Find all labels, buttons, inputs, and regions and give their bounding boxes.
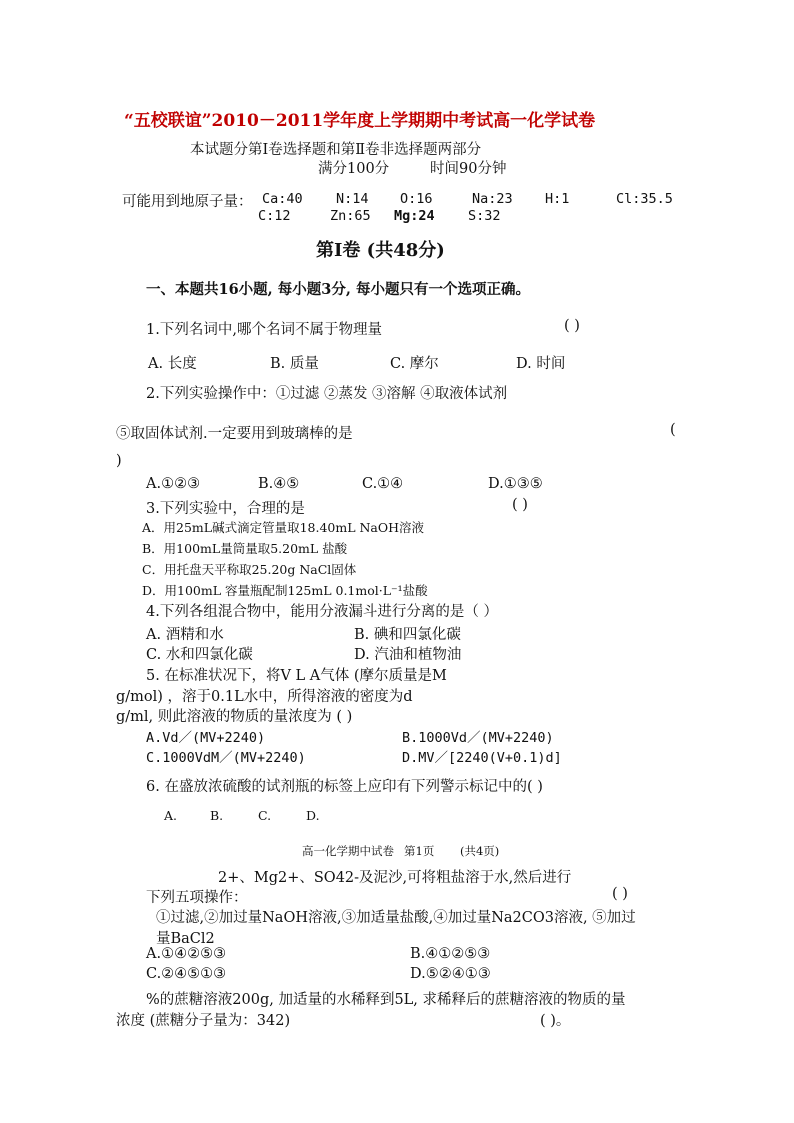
question-8-stem-cont: 浓度 (蔗糖分子量为：342)	[116, 1013, 291, 1029]
atomic-mass-item: H:1	[545, 191, 570, 207]
atomic-mass-item: S:32	[468, 208, 501, 224]
question-5-stem-cont: g/ml, 则此溶液的物质的量浓度为 ( )	[116, 709, 353, 725]
question-1-option: A. 长度	[148, 356, 197, 372]
atomic-mass-item: Ca:40	[262, 191, 303, 207]
question-3-option: B．用100mL量筒量取5.20mL 盐酸	[142, 541, 348, 556]
question-5-option: B.1000Vd／(MV+2240)	[402, 730, 554, 746]
question-3-stem: 3.下列实验中，合理的是	[146, 501, 305, 517]
exam-structure-note: 本试题分第Ⅰ卷选择题和第Ⅱ卷非选择题两部分	[190, 142, 482, 158]
page-footer-page: 第1页	[404, 844, 435, 858]
question-5-stem: 5. 在标准状况下，将V L A气体 (摩尔质量是M	[146, 668, 447, 684]
question-7-operations: ①过滤,②加过量NaOH溶液,③加适量盐酸,④加过量Na2CO3溶液, ⑤加过	[156, 910, 636, 926]
exam-title: “五校联谊”2010－2011学年度上学期期中考试高一化学试卷	[124, 111, 596, 131]
question-7-operations-cont: 量BaCl2	[156, 931, 215, 947]
question-3-option: C．用托盘天平称取25.20g NaCl固体	[142, 562, 357, 577]
question-2-option: B.④⑤	[258, 476, 300, 492]
part-instruction: 一、本题共16小题, 每小题3分, 每小题只有一个选项正确。	[146, 281, 530, 298]
question-7-option: B.④①②⑤③	[410, 946, 491, 962]
question-5-option: C.1000VdM／(MV+2240)	[146, 750, 306, 766]
page-footer-total: (共4页)	[460, 844, 500, 858]
atomic-mass-item: Na:23	[472, 191, 513, 207]
question-2-stem-cont: ⑤取固体试剂.一定要用到玻璃棒的是	[116, 426, 353, 442]
question-2-option: A.①②③	[146, 476, 201, 492]
atomic-mass-item: C:12	[258, 208, 291, 224]
question-4-option: C. 水和四氯化碳	[146, 647, 253, 663]
question-4-option: D. 汽油和植物油	[354, 647, 462, 663]
answer-paren: ( )。	[540, 1013, 571, 1029]
question-7-stem-fragment: 2+、Mg2+、SO42-及泥沙,可将粗盐溶于水,然后进行	[218, 870, 572, 886]
exam-time: 时间90分钟	[430, 161, 507, 177]
page-footer-course: 高一化学期中试卷	[302, 844, 394, 858]
question-7-option: D.⑤②④①③	[410, 966, 491, 982]
atomic-mass-item: Zn:65	[330, 208, 371, 224]
question-2-option: D.①③⑤	[488, 476, 543, 492]
answer-paren-open: (	[670, 422, 676, 438]
question-4-stem: 4.下列各组混合物中，能用分液漏斗进行分离的是（ ）	[146, 604, 498, 620]
atomic-mass-item: Cl:35.5	[616, 191, 673, 207]
question-6-option: B.	[210, 808, 224, 823]
question-1-option: C. 摩尔	[390, 356, 439, 372]
question-5-option: A.Vd／(MV+2240)	[146, 730, 266, 746]
question-6-option: C.	[258, 808, 272, 823]
question-7-option: C.②④⑤①③	[146, 966, 227, 982]
answer-paren: ( )	[512, 497, 528, 513]
question-7-stem: 下列五项操作：	[146, 890, 248, 906]
question-2-option: C.①④	[362, 476, 404, 492]
total-score: 满分100分	[318, 161, 390, 177]
question-6-option: D.	[306, 808, 320, 823]
question-1-option: B. 质量	[270, 356, 319, 372]
question-5-option: D.MV／[2240(V+0.1)d]	[402, 750, 562, 766]
answer-paren: ( )	[564, 318, 580, 334]
atomic-mass-item: Mg:24	[394, 208, 435, 224]
atomic-mass-item: O:16	[400, 191, 433, 207]
section-title: 第Ⅰ卷 (共48分)	[316, 240, 445, 261]
question-7-option: A.①④②⑤③	[146, 946, 227, 962]
question-8-stem: %的蔗糖溶液200g, 加适量的水稀释到5L, 求稀释后的蔗糖溶液的物质的量	[146, 992, 626, 1008]
question-5-stem-cont: g/mol) ，溶于0.1L水中，所得溶液的密度为d	[116, 689, 413, 705]
question-1-stem: 1.下列名词中,哪个名词不属于物理量	[146, 322, 382, 338]
question-3-option: A．用25mL碱式滴定管量取18.40mL NaOH溶液	[142, 520, 425, 535]
answer-paren: ( )	[612, 886, 628, 902]
question-6-stem: 6. 在盛放浓硫酸的试剂瓶的标签上应印有下列警示标记中的( )	[146, 779, 543, 795]
question-3-option: D．用100mL 容量瓶配制125mL 0.1mol·L⁻¹盐酸	[142, 583, 428, 598]
question-1-option: D. 时间	[516, 356, 566, 372]
question-2-stem: 2.下列实验操作中：①过滤 ②蒸发 ③溶解 ④取液体试剂	[146, 386, 508, 402]
answer-paren-close: )	[116, 453, 122, 469]
question-4-option: A. 酒精和水	[146, 627, 224, 643]
atomic-mass-item: N:14	[336, 191, 369, 207]
atomic-mass-label: 可能用到地原子量：	[122, 194, 253, 210]
question-6-option: A.	[164, 808, 178, 823]
question-4-option: B. 碘和四氯化碳	[354, 627, 461, 643]
